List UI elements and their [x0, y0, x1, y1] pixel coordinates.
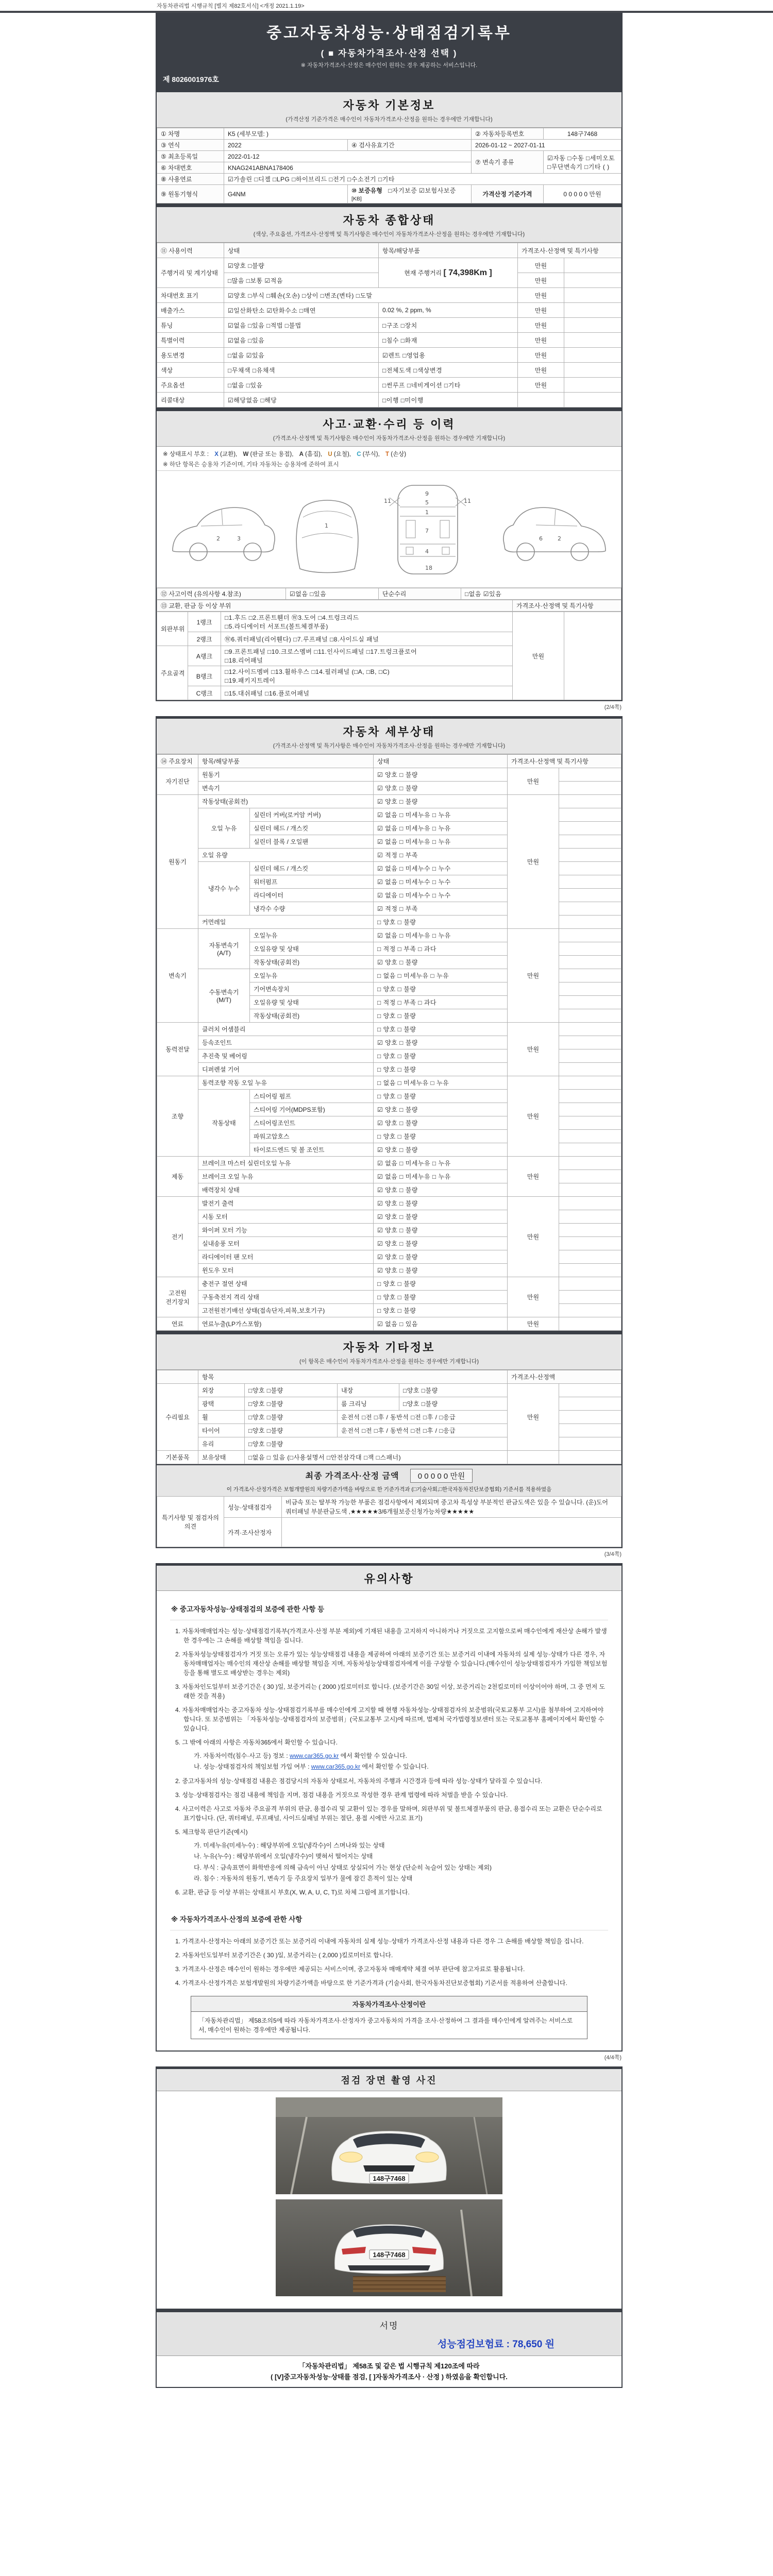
brake-group: 제동 [157, 1157, 198, 1197]
col-header-price: 가격조사·산정액 및 특기사항 [518, 243, 621, 258]
final-price-band [157, 1464, 621, 1496]
year-label: ③ 연식 [157, 140, 224, 151]
notice-item: 1. 가격조사·산정자는 아래의 보증기간 또는 보증거리 이내에 자동차의 실제 성능·상태가 가격조사·산정 내용과 다른 경우 그 손해를 배상할 책임을 집니다. [175, 1938, 584, 1945]
mt-gear-checkbox-group[interactable]: □ 양호 □ 불량 [374, 982, 508, 996]
notice-item: 3. 성능·상태점검자는 점검 내용에 책임을 지며, 점검 내용을 거짓으로 작성한 경우 관계 법령에 따라 처벌을 받을 수 있습니다. [175, 1791, 508, 1799]
basic-info-table [157, 128, 621, 204]
section-etc-info [156, 1332, 623, 1548]
inspector-opinion-text: 비금속 또는 탈부착 가능한 부품은 점검사항에서 제외되며 중고차 특성상 부분적인 판금도색은 있을 수 있습니다. (운)도어 쿼터패널 부분판금도색 ,★★★★★3/6개월보증신청가능차량★★★★★ [282, 1497, 621, 1518]
notice-item: 3. 가격조사·산정은 매수인이 원하는 경우에만 제공되는 서비스이며, 중고자동차 매매계약 체결 여부 판단에 참고자료로 활용됩니다. [175, 1965, 525, 1973]
svg-text:6: 6 [539, 535, 543, 542]
blower-motor-checkbox-group[interactable]: ☑ 양호 □ 불량 [374, 1237, 508, 1250]
vin-mark-label: 차대번호 표기 [157, 288, 224, 303]
fuel-group: 연료 [157, 1317, 198, 1331]
inspection-value: 2026-01-12 ~ 2027-01-11 [472, 140, 621, 151]
etc-h-price: 가격조사·산정액 [508, 1370, 621, 1384]
panel-section-label: ⑬ 교환, 판금 등 이상 부위 [157, 600, 513, 612]
color-label: 색상 [157, 363, 224, 378]
section-detail-state [156, 716, 623, 1332]
legend-letter-w: W [243, 451, 249, 457]
engine-type-label: ⑨ 원동기형식 [157, 185, 224, 204]
inspection-photo-rear [276, 2199, 502, 2296]
section-basic-info [156, 90, 623, 205]
reg-no-value: 148구7468 [544, 128, 621, 140]
document-number: 제 8026001976호 [163, 75, 219, 83]
electric-group: 전기 [157, 1197, 198, 1277]
radiator-fan-checkbox-group[interactable]: ☑ 양호 □ 불량 [374, 1250, 508, 1264]
section-notice [156, 1563, 623, 2052]
legend-letter-u: U [328, 451, 332, 457]
interior-repair-checkbox-group[interactable]: □양호 □불량 [399, 1384, 508, 1397]
car-side-right-view [503, 507, 606, 561]
rankC-label: C랭크 [188, 686, 221, 700]
document-header [156, 13, 623, 90]
wheel-position-checkbox-group[interactable]: 운전석 □전 □후 / 동반석 □전 □후 / □응급 [338, 1411, 508, 1424]
steering-pump-checkbox-group[interactable]: □ 양호 □ 불량 [374, 1090, 508, 1103]
notice-subitem: 가. 자동차이력(침수·사고 등) 정보 : www.car365.go.kr 에서 확인할 수 있습니다. [194, 1752, 407, 1759]
year-value: 2022 [224, 140, 348, 151]
warranty-checkbox-group: □자기보증 ☑보험사보증 [388, 187, 456, 194]
vin-label: ⑥ 차대번호 [157, 162, 224, 174]
first-reg-label: ⑤ 최초등록일 [157, 151, 224, 162]
notice-subitem: 가. 미세누유(미세누수) : 해당부위에 오일(냉각수)이 스며나와 있는 상태 [194, 1841, 385, 1849]
option-checkbox-group[interactable]: □없음 □있음 [224, 378, 379, 393]
detail-state-table: ⑭ 주요장치 항목/해당부품 상태 가격조사·산정액 및 특기사항 자기진단 원동기 ☑ 양호 □ 불량 만원 변속기 ☑ 양호 □ 불량 원동기 작동상태(공회전) ☑ 양호 □ 불량 만원 오일 누유 실린더 커버(로커암 커버) ☑ 없음 □ 미세누유 □ 누유 실린더 헤드 / 개스킷 ☑ 없음 □ 미세누유 □ 누유 실린더 블록 / 오일팬 ☑ 없음 □ 미세누유 □ 누유 오일 유량 ☑ 적정 □ 부족 냉각수 누수 실린더 헤드 / 개스킷 ☑ 없음 □ 미세누수 □ 누수 워터펌프 ☑ 없음 □ 미세누수 □ 누수 라디에이터 ☑ 없음 □ 미세누수 □ 누수 냉각수 수량 ☑ 적정 □ 부족 커먼레일 □ 양호 □ 불량 변속기 자동변속기 (A/T) 오일누유 ☑ 없음 □ 미세누유 □ 누유 만원 오일유량 및 상태 □ 적정 □ 부족 □ 과다 작동상태(공회전) ☑ 양호 □ 불량 수동변속기 (M/T) 오일누유 □ 없음 □ 미세누유 □ 누유 기어변속장치 □ 양호 □ 불량 오일유량 및 상태 □ 적정 □ 부족 □ 과다 작동상태(공회전) □ 양호 □ 불량 동력전달 클러치 어셈블리 □ 양호 □ 불량 만원 등속조인트 ☑ 양호 □ 불량 추진축 및 베어링 □ 양호 □ 불량 디퍼렌셜 기어 □ 양호 □ 불량 조향 동력조향 작동 오일 누유 □ 없음 □ 미세누유 □ 누유 만원 작동상태 스티어링 펌프 □ 양호 □ 불량 스티어링 기어(MDPS포함) ☑ 양호 □ 불량 스티어링조인트 ☑ 양호 □ 불량 파워고압호스 □ 양호 □ 불량 타이로드엔드 및 볼 조인트 ☑ 양호 □ 불량 제동 브레이크 마스터 실린더오일 누유 ☑ 없음 □ 미세누유 □ 누유 만원 브레이크 오일 누유 ☑ 없음 □ 미세누유 □ 누유 배력장치 상태 ☑ 양호 □ 불량 전기 발전기 출력 ☑ 양호 □ 불량 만원 시동 모터 ☑ 양호 □ 불량 와이퍼 모터 기능 ☑ 양호 □ 불량 실내송풍 모터 ☑ 양호 □ 불량 라디에이터 팬 모터 ☑ 양호 □ 불량 윈도우 모터 ☑ 양호 □ 불량 고전원 전기장치 충전구 절연 상태 □ 양호 □ 불량 만원 구동축전지 격리 상태 □ 양호 □ 불량 고전원전기배선 상태(접속단자,피복,보호기구) □ 양호 □ 불량 연료 연료누출(LP가스포함) ☑ 없음 □ 있음 만원 [157, 754, 621, 1331]
state-mark-legend: ※ 상태표시 부호 : X (교환), W (판금 또는 용접), A (흠집), U (요철), C (부식), T (손상) ※ 하단 항목은 승용차 기준이며, 기타 자동차는 승용차에 준하여 표시 [157, 447, 621, 471]
page-marker-2: (2/4쪽) [604, 704, 621, 710]
transmission-label: ⑦ 변속기 종류 [472, 151, 544, 174]
legend-note: ※ 하단 항목은 승용차 기준이며, 기타 자동차는 승용차에 준하여 표시 [163, 462, 339, 468]
mileage-item: 현재 주행거리 [ 74,398Km ] [379, 258, 518, 288]
opinion-table [157, 1496, 621, 1547]
charge-port-checkbox-group[interactable]: □ 양호 □ 불량 [374, 1277, 508, 1291]
detail-subtitle: (가격조사·산정액 및 특기사항은 매수인이 자동차가격조사·산정을 원하는 경우에만 기재합니다) [273, 743, 506, 749]
notice-subitem: 라. 침수 : 자동차의 원동기, 변속기 등 주요장치 일부가 물에 잠긴 흔적이 있는 상태 [194, 1874, 413, 1882]
selfdiag-group: 자기진단 [157, 768, 198, 795]
warranty-label: ⑩ 보증유형 [351, 187, 382, 194]
svg-text:1: 1 [425, 509, 429, 516]
brake-master-checkbox-group[interactable]: ☑ 없음 □ 미세누유 □ 누유 [374, 1157, 508, 1170]
basic-items-label: 보유상태 [198, 1451, 245, 1464]
frame-group-label: 주요골격 [157, 646, 188, 700]
notice-subitem: 나. 누유(누수) : 해당부위에서 오일(냉각수)이 맺혀서 떨어지는 상태 [194, 1853, 373, 1860]
page-title: 중고자동차성능·상태점검기록부 [266, 25, 512, 42]
option-label: 주요옵션 [157, 378, 224, 393]
special-history-checkbox-group[interactable]: ☑없음 □있음 [224, 333, 379, 348]
notice-item: 2. 자동차성능상태점검자가 거짓 또는 오류가 있는 성능상태점검 내용을 제공하여 아래의 보증기간 또는 보증거리 이내에 자동차의 실제 성능·상태가 다른 경우, 자동차매매업자는 매수인의 재산상 손해를 배상할 책임을 지며, 자동차성능상태점검자에게 이를 구상할 수 있습니다.(매수인이 성능상태점검자가 가입한 책임보험 등을 통해 별도로 배상받는 경우는 제외) [175, 1651, 608, 1676]
glass-checkbox-group[interactable]: □양호 □불량 [245, 1437, 508, 1451]
mt-idle-checkbox-group[interactable]: □ 양호 □ 불량 [374, 1009, 508, 1023]
car-side-left-view [173, 507, 275, 561]
steering-op-sub: 작동상태 [198, 1090, 250, 1157]
notice-item: 2. 자동차인도일부터 보증기간은 ( 30 )일, 보증거리는 ( 2,000 )킬로미터로 합니다. [175, 1952, 393, 1959]
repair-group: 수리필요 [157, 1384, 198, 1451]
engine-oil3-checkbox-group[interactable]: ☑ 없음 □ 미세누유 □ 누유 [374, 835, 508, 849]
detail-title: 자동차 세부상태 [343, 725, 435, 738]
accident-history-table [157, 588, 621, 600]
appraiser-label: 가격·조사산정자 [224, 1518, 282, 1547]
warranty-extra: [KB] [351, 196, 362, 202]
overall-title: 자동차 종합상태 [343, 214, 435, 227]
svg-text:11: 11 [384, 498, 391, 504]
usage-change-label: 용도변경 [157, 348, 224, 363]
tuning-label: 튜닝 [157, 318, 224, 333]
notice-item: 5. 체크항목 판단기준(예시) [175, 1828, 248, 1836]
notice-item: 4. 자동차매매업자는 중고자동차 성능·상태점검기록부를 매수인에게 고지할 때 현행 자동차성능·상태점검자의 보증범위(국토교통부 고시)를 첨부하여 고지하여야 합니다. 또 보증범위는 「자동차성능·상태점검자의 보증범위」(국토교통부 고시)에 따르며, 법제처 국가법령정보센터 또는 국토교통부 홈페이지에서 확인할 수 있습니다. [175, 1706, 604, 1732]
legend-letter-t: T [385, 451, 390, 457]
at-idle-checkbox-group[interactable]: ☑ 양호 □ 불량 [374, 956, 508, 969]
reg-no-label: ② 자동차등록번호 [472, 128, 544, 140]
at-oil-level-checkbox-group[interactable]: □ 적정 □ 부족 □ 과다 [374, 942, 508, 956]
car-name-value: K5 (세부모델: ) [224, 128, 472, 140]
col-header-item: 항목/해당부품 [379, 243, 518, 258]
accident-title: 사고·교환·수리 등 이력 [323, 418, 456, 431]
definition-box-title: 자동차가격조사·산정이란 [191, 1996, 587, 2012]
basic-items-checkbox-group[interactable]: □없음 □ 있음 (□사용설명서 □안전삼각대 □잭 □스패너) [245, 1451, 508, 1464]
vin-mark-checkbox-group[interactable]: ☑양호 □부식 □훼손(오손) □상이 □변조(변타) □도말 [224, 288, 518, 303]
inspection-photo-front [276, 2097, 502, 2194]
engine-oil-leak-sub: 오일 누유 [198, 808, 250, 849]
notice-subitem: 다. 부식 : 금속표면이 화학반응에 의해 금속이 아닌 상태로 상실되어 가는 현상 (단순히 녹슬어 있는 상태는 제외) [194, 1863, 492, 1871]
col-header-use: ⑪ 사용이력 [157, 243, 224, 258]
definition-box-text: 「자동차관리법」 제58조의5에 따라 자동차가격조사·산정자가 중고자동차의 가격을 조사·산정하여 그 결과를 매수인에게 알려주는 서비스로서, 매수인이 원하는 경우에만 제공됩니다. [198, 2017, 573, 2034]
legend-letter-x: X [214, 451, 219, 457]
car365-link[interactable]: www.car365.go.kr [311, 1763, 361, 1771]
starter-checkbox-group[interactable]: ☑ 양호 □ 불량 [374, 1210, 508, 1224]
fuel-label: ⑧ 사용연료 [157, 174, 224, 185]
special-history-label: 특별이력 [157, 333, 224, 348]
room-cleaning-checkbox-group[interactable]: □양호 □불량 [399, 1397, 508, 1411]
special-history-item-checkbox-group[interactable]: □침수 □화재 [379, 333, 518, 348]
svg-text:148구7468: 148구7468 [373, 2251, 406, 2259]
tierod-checkbox-group[interactable]: ☑ 양호 □ 불량 [374, 1143, 508, 1157]
exterior-repair-checkbox-group[interactable]: □양호 □불량 [245, 1384, 338, 1397]
mileage-value: [ 74,398Km ] [443, 268, 492, 277]
notice-item: 4. 가격조사·산정가격은 보험개발원의 차량기준가액을 바탕으로 한 기준가격과 (기술사회, 한국자동차진단보증협회) 기준서를 적용하여 산출합니다. [175, 1979, 567, 1987]
detail-h-state: 상태 [374, 755, 508, 768]
svg-text:5: 5 [425, 499, 429, 506]
notice-sec1-title: ※ 중고자동차성능·상태점검의 보증에 관한 사항 등 [170, 1598, 608, 1620]
usage-change-checkbox-group[interactable]: □없음 ☑있음 [224, 348, 379, 363]
accident-subtitle: (가격조사·산정액 및 특기사항은 매수인이 자동차가격조사·산정을 원하는 경우에만 기재합니다) [273, 435, 506, 442]
trans-mt-sub: 수동변속기 (M/T) [198, 969, 250, 1023]
svg-text:1: 1 [325, 522, 328, 529]
mileage-amount-checkbox-group[interactable]: □많음 □보통 ☑적음 [224, 273, 379, 288]
mileage-price2: 만원 [518, 273, 564, 288]
rankC-checkbox-group[interactable]: □15.대쉬패널 □16.플로어패널 [221, 686, 513, 700]
svg-text:9: 9 [425, 490, 429, 497]
signature-label: 서명 [379, 2321, 399, 2331]
notice-title: 유의사항 [364, 1572, 414, 1585]
steering-joint-checkbox-group[interactable]: ☑ 양호 □ 불량 [374, 1116, 508, 1130]
opinion-group-label: 특기사항 및 점검자의 의견 [157, 1497, 224, 1547]
svg-text:11: 11 [464, 498, 471, 504]
tuning-checkbox-group[interactable]: ☑없음 □있음 □적법 □불법 [224, 318, 379, 333]
inspector-label: 성능·상태점검자 [224, 1497, 282, 1518]
overall-subtitle: (색상, 주요옵션, 가격조사·산정액 및 특기사항은 매수인이 자동차가격조사·산정을 원하는 경우에만 기재합니다) [253, 231, 525, 238]
notice-item: 5. 그 밖에 아래의 사항은 자동차365에서 확인할 수 있습니다. [175, 1739, 338, 1746]
base-price-value: 0 0 0 0 0 만원 [544, 185, 621, 204]
section-overall-state [156, 205, 623, 409]
notice-item: 6. 교환, 판금 등 이상 부위는 상태표시 부호(X, W, A, U, C, T)로 차체 그림에 표기합니다. [175, 1889, 410, 1896]
color-checkbox-group[interactable]: □무채색 □유채색 [224, 363, 379, 378]
emission-label: 배출가스 [157, 303, 224, 318]
transmission-checkbox-group[interactable]: ☑자동 □수동 □세미오토 □무단변속기 □기타 ( ) [544, 151, 621, 174]
brake-booster-checkbox-group[interactable]: ☑ 양호 □ 불량 [374, 1183, 508, 1197]
svg-text:18: 18 [425, 565, 432, 571]
engine-oil2-checkbox-group[interactable]: ☑ 없음 □ 미세누유 □ 누유 [374, 822, 508, 835]
rankB-checkbox-group[interactable]: □12.사이드멤버 □13.휠하우스 □14.필러패널 (□A, □B, □C) □19.패키지트레이 [221, 666, 513, 686]
panel-price-header: 가격조사·산정액 및 특기사항 [513, 600, 621, 612]
accident-history-checkbox-group[interactable]: ☑없음 □있음 [286, 588, 379, 600]
rank1-checkbox-group[interactable]: □1.후드 □2.프론트휀더 Ⓦ3.도어 □4.트렁크리드 □5.라디에이터 서포트(볼트체결부품) [221, 612, 513, 632]
tire-checkbox-group[interactable]: □양호 □불량 [245, 1424, 338, 1437]
wheel-checkbox-group[interactable]: □양호 □불량 [245, 1411, 338, 1424]
svg-text:2: 2 [558, 535, 561, 542]
svg-text:148구7468: 148구7468 [373, 2175, 406, 2183]
differential-checkbox-group[interactable]: □ 양호 □ 불량 [374, 1063, 508, 1076]
overall-state-table: ⑪ 사용이력 상태 항목/해당부품 가격조사·산정액 및 특기사항 주행거리 및 계기상태 ☑양호 □불량 현재 주행거리 [ 74,398Km ] 만원 □많음 □보통 ☑적음 만원 차대번호 표기 ☑양호 □부식 □훼손(오손) □상이 □변조(변타) □도말 만원 배출가스 ☑일산화탄소 ☑탄화수소 □매연 0.02 %, 2 ppm, % 만원 튜닝 ☑없음 □있음 □적법 □불법 □구조 □장치 만원 특별이력 ☑없음 □있음 □침수 □화재 만원 용도변경 □없음 ☑있음 ☑렌트 □영업용 만원 색상 □무채색 □유채색 □전체도색 □색상변경 만원 주요옵션 □없음 □있음 □썬루프 □네비게이션 □기타 만원 리콜대상 ☑해당없음 □해당 □이행 □미이행 [157, 243, 621, 408]
recall-label: 리콜대상 [157, 393, 224, 408]
wiper-motor-checkbox-group[interactable]: ☑ 양호 □ 불량 [374, 1224, 508, 1237]
section-accident-history [156, 409, 623, 701]
svg-text:2: 2 [216, 535, 220, 542]
inspection-fee: 성능점검보험료 : 78,650 원 [437, 2339, 554, 2350]
engine-cool3-checkbox-group[interactable]: ☑ 없음 □ 미세누수 □ 누수 [374, 889, 508, 902]
steering-group: 조향 [157, 1076, 198, 1157]
trans-group: 변속기 [157, 929, 198, 1023]
inspection-label: ④ 검사유효기간 [348, 140, 472, 151]
appraiser-opinion-text [282, 1518, 621, 1547]
engine-idle-checkbox-group[interactable]: ☑ 양호 □ 불량 [374, 795, 508, 808]
highvolt-group: 고전원 전기장치 [157, 1277, 198, 1317]
notice-subitem: 나. 성능·상태점검자의 책임보험 가입 여부 : www.car365.go.kr 에서 확인할 수 있습니다. [194, 1763, 429, 1771]
basic-items-group: 기본품목 [157, 1451, 198, 1464]
at-oil-leak-checkbox-group[interactable]: ☑ 없음 □ 미세누유 □ 누유 [374, 929, 508, 942]
rank2-label: 2랭크 [188, 632, 221, 646]
car-name-label: ① 차명 [157, 128, 224, 140]
engine-type-value: G4NM [224, 185, 348, 204]
frame-price: 만원 [513, 612, 564, 700]
notice-item: 2. 중고자동차의 성능·상태점검 내용은 점검당시의 자동차 상태로서, 자동차의 주행과 시간경과 등에 따라 성능·상태가 달라질 수 있습니다. [175, 1777, 543, 1785]
accident-history-label: ⑫ 사고이력 (유의사항 4.참조) [157, 588, 286, 600]
notice-item: 3. 자동차인도일부터 보증기간은 ( 30 )일, 보증거리는 ( 2000 )킬로미터로 합니다. (보증기간은 30일 이상, 보증거리는 2천킬로미터 이상이어야 하며, 그 중 먼저 도래한 것을 적용) [175, 1683, 606, 1700]
clutch-checkbox-group[interactable]: □ 양호 □ 불량 [374, 1023, 508, 1036]
car-front-view [296, 500, 358, 573]
mt-oil-level-checkbox-group[interactable]: □ 적정 □ 부족 □ 과다 [374, 996, 508, 1009]
notice-item: 4. 사고이력은 사고로 자동차 주요골격 부위의 판금, 용접수리 및 교환이 있는 경우를 말하며, 외판부위 및 볼트체결부품의 판금, 용접수리 또는 교환은 단순수리로 표기합니다. (단, 쿼터패널, 루프패널, 사이드실패널 부위는 절단, 용접 시에만 사고로 표기) [175, 1805, 602, 1822]
notice-item: 1. 자동차매매업자는 성능·상태점검기록부(가격조사·산정 부분 제외)에 기재된 내용을 고지하지 아니하거나 거짓으로 고지함으로써 매수인에게 재산상 손해가 발생한 경우에는 그 손해를 배상할 책임을 집니다. [175, 1628, 607, 1644]
mileage-state-checkbox-group[interactable]: ☑양호 □불량 [224, 258, 379, 273]
car-top-view [384, 485, 471, 574]
panel-rank-table [157, 612, 621, 700]
warranty-cell[interactable] [348, 185, 472, 204]
car365-link[interactable]: www.car365.go.kr [290, 1752, 339, 1759]
basic-info-title: 자동차 기본정보 [343, 99, 435, 112]
detail-h-device: ⑭ 주요장치 [157, 755, 198, 768]
engine-oil-level-checkbox-group[interactable]: ☑ 적정 □ 부족 [374, 849, 508, 862]
col-header-state: 상태 [224, 243, 379, 258]
generator-checkbox-group[interactable]: ☑ 양호 □ 불량 [374, 1197, 508, 1210]
rankB-label: B랭크 [188, 666, 221, 686]
recall-checkbox-group[interactable]: ☑해당없음 □해당 [224, 393, 379, 408]
etc-subtitle: (이 항목은 매수인이 자동차가격조사·산정을 원하는 경우에만 기재합니다) [299, 1359, 479, 1365]
base-price-label: 가격산정 기준가격 [472, 185, 544, 204]
cv-joint-checkbox-group[interactable]: ☑ 양호 □ 불량 [374, 1036, 508, 1049]
selfdiag-engine-checkbox-group[interactable]: ☑ 양호 □ 불량 [374, 768, 508, 782]
svg-text:7: 7 [425, 528, 429, 534]
simple-repair-checkbox-group[interactable]: □없음 ☑있음 [461, 588, 621, 600]
brake-oil-checkbox-group[interactable]: ☑ 없음 □ 미세누유 □ 누유 [374, 1170, 508, 1183]
engine-group: 원동기 [157, 795, 198, 929]
page-marker-3: (3/4쪽) [604, 1551, 621, 1557]
tuning-item-checkbox-group[interactable]: □구조 □장치 [379, 318, 518, 333]
engine-cool4-checkbox-group[interactable]: ☑ 적정 □ 부족 [374, 902, 508, 916]
selfdiag-trans-checkbox-group[interactable]: ☑ 양호 □ 불량 [374, 782, 508, 795]
final-price-value: 0 0 0 0 0 만원 [410, 1469, 473, 1483]
page-subtitle: ( ■ 자동차가격조사·산정 선택 ) [321, 48, 458, 58]
detail-h-price: 가격조사·산정액 및 특기사항 [508, 755, 621, 768]
final-price-label: 최종 가격조사·산정 금액 [305, 1472, 399, 1481]
rank2-checkbox-group[interactable]: Ⓦ6.쿼터패널(리어휀다) □7.루프패널 □8.사이드실 패널 [221, 632, 513, 646]
mileage-label: 주행거리 및 계기상태 [157, 258, 224, 288]
page-marker-4: (4/4쪽) [604, 2055, 621, 2061]
car-diagram [157, 471, 621, 588]
engine-commonrail-checkbox-group[interactable]: □ 양호 □ 불량 [374, 916, 508, 929]
engine-cool1-checkbox-group[interactable]: ☑ 없음 □ 미세누수 □ 누수 [374, 862, 508, 875]
fuel-leak-checkbox-group[interactable]: ☑ 없음 □ 있음 [374, 1317, 508, 1331]
rankA-label: A랭크 [188, 646, 221, 666]
recall-item-checkbox-group[interactable]: □이행 □미이행 [379, 393, 518, 408]
section-signature [156, 2310, 623, 2388]
fuel-checkbox-group[interactable]: ☑가솔린 □디젤 □LPG □하이브리드 □전기 □수소전기 □기타 [224, 174, 621, 185]
option-item-checkbox-group[interactable]: □썬루프 □네비게이션 □기타 [379, 378, 518, 393]
emission-checkbox-group[interactable]: ☑일산화탄소 ☑탄화수소 □매연 [224, 303, 379, 318]
mileage-price: 만원 [518, 258, 564, 273]
final-price-note: 이 가격조사·산정가격은 보험개발원의 차량기준가액을 바탕으로 한 기준가격과 (□기술사회,□한국자동차진단보증협회) 기준서를 적용하였음 [226, 1486, 552, 1493]
photos-title: 점검 장면 촬영 사진 [157, 2069, 621, 2091]
tire-position-checkbox-group[interactable]: 운전석 □전 □후 / 동반석 □전 □후 / □응급 [338, 1424, 508, 1437]
footer-law-line: 「자동차관리법」 제58조 및 같은 법 시행규칙 제120조에 따라 [298, 2362, 480, 2370]
basic-info-subtitle: (가격산정 기준가격은 매수인이 자동차가격조사·산정을 원하는 경우에만 기재합니다) [285, 116, 493, 123]
engine-coolant-sub: 냉각수 누수 [198, 862, 250, 916]
simple-repair-label: 단순수리 [379, 588, 461, 600]
etc-info-table: 항목 가격조사·산정액 수리필요 외장 □양호 □불량 내장 □양호 □불량 만원 광택 □양호 □불량 룸 크리닝 □양호 □불량 휠 □양호 □불량 운전석 □전 □후 / 동반석 □전 □후 / □응급 타이어 □양호 □불량 운전석 □전 □후 / 동반석 □전 □후 / □응급 유리 □양호 □불량 기본품목 보유상태 □없음 □ 있음 (□사용설명서 □안전삼각대 □잭 □스패너) [157, 1370, 621, 1464]
propshaft-checkbox-group[interactable]: □ 양호 □ 불량 [374, 1049, 508, 1063]
legend-letter-c: C [357, 451, 361, 457]
trans-at-sub: 자동변속기 (A/T) [198, 929, 250, 969]
power-group: 동력전달 [157, 1023, 198, 1076]
svg-text:4: 4 [425, 548, 429, 555]
etc-title: 자동차 기타정보 [343, 1341, 435, 1354]
window-motor-checkbox-group[interactable]: ☑ 양호 □ 불량 [374, 1264, 508, 1277]
first-reg-value: 2022-01-12 [224, 151, 472, 162]
engine-cool2-checkbox-group[interactable]: ☑ 없음 □ 미세누수 □ 누수 [374, 875, 508, 889]
emission-values: 0.02 %, 2 ppm, % [379, 303, 518, 318]
notice-sec2-title: ※ 자동차가격조사·산정의 보증에 관한 사항 [170, 1908, 608, 1930]
rankA-checkbox-group[interactable]: □9.프론트패널 □10.크로스멤버 □11.인사이드패널 □17.트렁크플로어 □18.리어패널 [221, 646, 513, 666]
steering-oil-checkbox-group[interactable]: □ 없음 □ 미세누유 □ 누유 [374, 1076, 508, 1090]
color-item-checkbox-group[interactable]: □전체도색 □색상변경 [379, 363, 518, 378]
power-hose-checkbox-group[interactable]: □ 양호 □ 불량 [374, 1130, 508, 1143]
engine-oil1-checkbox-group[interactable]: ☑ 없음 □ 미세누유 □ 누유 [374, 808, 508, 822]
footer-confirm-line: ( [V]중고자동차성능·상태를 점검, [ ]자동차가격조사 · 산정 ) 하였음을 확인합니다. [271, 2373, 508, 2381]
price-appraisal-definition-box [191, 1996, 587, 2039]
form-reference: 자동차관리법 시행규칙 [별지 제82호서식] <개정 2021.1.19> [157, 3, 305, 9]
mt-oil-leak-checkbox-group[interactable]: □ 없음 □ 미세누유 □ 누유 [374, 969, 508, 982]
exterior-group-label: 외판부위 [157, 612, 188, 646]
page-subtitle-note: ※ 자동차가격조사·산정은 매수인이 원하는 경우 제공하는 서비스입니다. [300, 62, 478, 69]
polish-checkbox-group[interactable]: □양호 □불량 [245, 1397, 338, 1411]
etc-h-item: 항목 [198, 1370, 508, 1384]
battery-isolation-checkbox-group[interactable]: □ 양호 □ 불량 [374, 1291, 508, 1304]
detail-h-item: 항목/해당부품 [198, 755, 374, 768]
rank1-label: 1랭크 [188, 612, 221, 632]
svg-text:3: 3 [237, 535, 241, 542]
panel-header-table [157, 600, 621, 612]
vin-value: KNAG241ABNA178406 [224, 162, 472, 174]
steering-gear-checkbox-group[interactable]: ☑ 양호 □ 불량 [374, 1103, 508, 1116]
legend-letter-a: A [299, 451, 304, 457]
hv-wiring-checkbox-group[interactable]: □ 양호 □ 불량 [374, 1304, 508, 1317]
section-photos [156, 2066, 623, 2310]
usage-change-item-checkbox-group[interactable]: ☑렌트 □영업용 [379, 348, 518, 363]
